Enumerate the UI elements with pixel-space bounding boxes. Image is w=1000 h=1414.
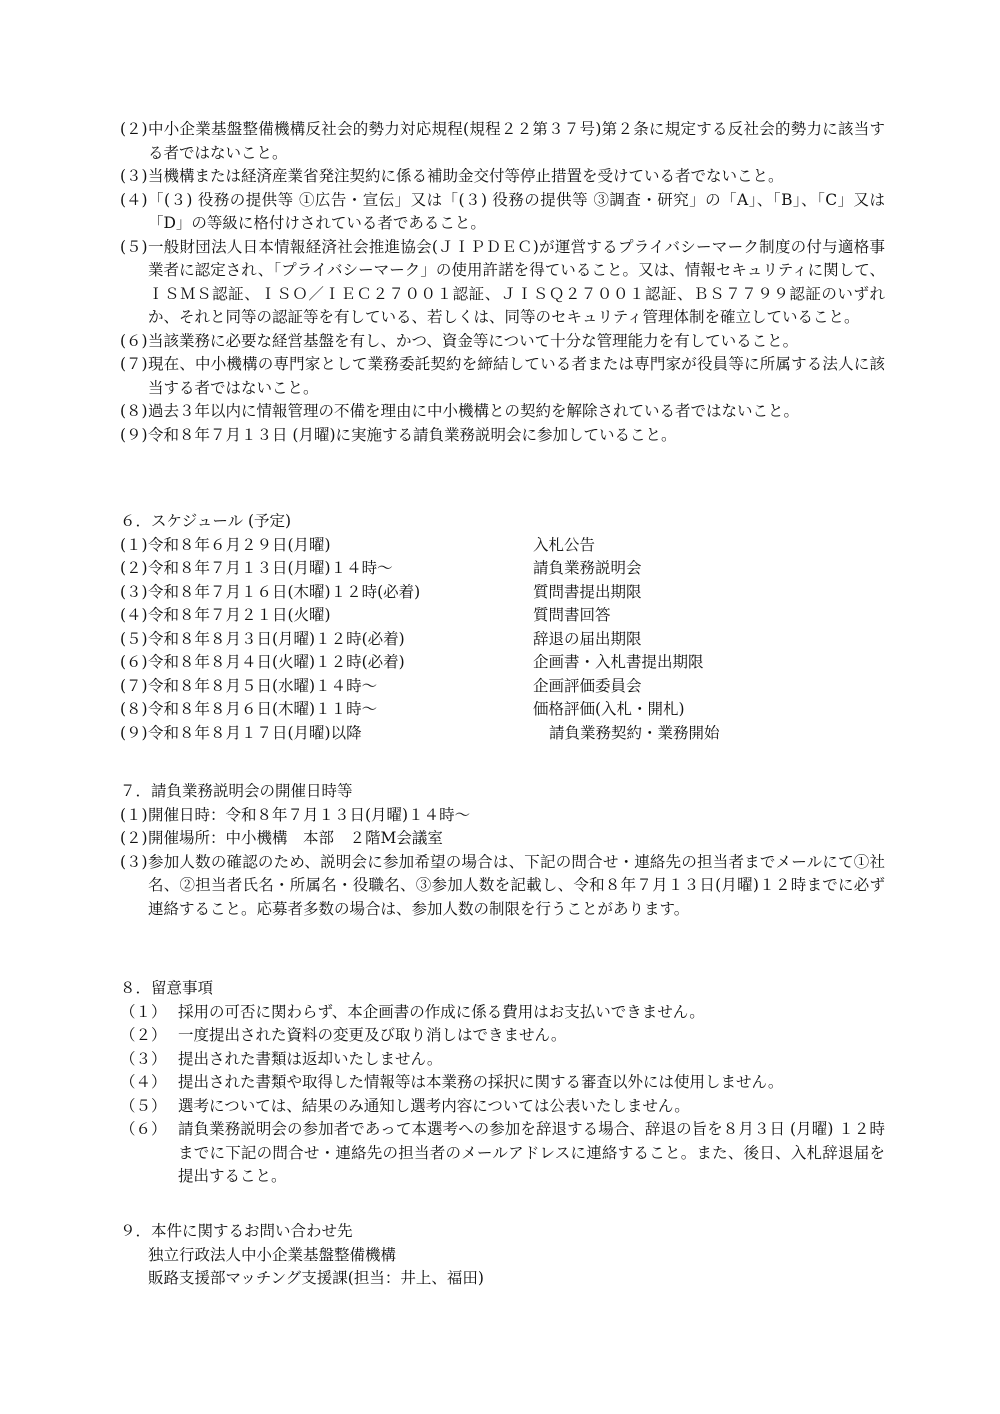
item-text: 当機構または経済産業省発注契約に係る補助金交付等停止措置を受けている者でないこと。 bbox=[148, 167, 784, 185]
item-number: （３） bbox=[120, 1049, 167, 1068]
section-heading: ９．本件に関するお問い合わせ先 bbox=[120, 1222, 353, 1240]
schedule-date: 令和８年６月２９日(月曜) bbox=[148, 535, 331, 554]
schedule-date: 令和８年８月４日(火曜)１２時(必着) bbox=[148, 653, 405, 671]
schedule-event: 企画書・入札書提出期限 bbox=[533, 653, 704, 671]
schedule-row bbox=[120, 557, 885, 581]
schedule-event: 請負業務説明会 bbox=[533, 559, 642, 577]
item-number: (４) bbox=[120, 190, 148, 209]
item-text: 開催場所：中小機構 本部 ２階M会議室 bbox=[148, 829, 443, 847]
schedule-date: 令和８年８月１７日(月曜)以降 bbox=[148, 723, 362, 742]
schedule-row bbox=[120, 534, 885, 558]
schedule-event: 請負業務契約・業務開始 bbox=[549, 723, 720, 742]
item-text: 「(３) 役務の提供等 ①広告・宣伝」又は「(３) 役務の提供等 ③調査・研究」の「A」、「B」、「C」又は「D」の等級に格付けされている者であること。 bbox=[148, 190, 885, 232]
item-text: 請負業務説明会の参加者であって本選考への参加を辞退する場合、辞退の旨を８月３日 (月曜) １２時までに下記の問合せ・連絡先の担当者のメールアドレスに連絡すること。また、後日、入札辞退届を提出すること。 bbox=[178, 1120, 885, 1185]
briefing-section bbox=[120, 780, 885, 921]
item-number: (６) bbox=[120, 331, 148, 350]
item-text: 提出された書類や取得した情報等は本業務の採択に関する審査以外には使用しません。 bbox=[178, 1073, 784, 1091]
row-number: (２) bbox=[120, 559, 148, 577]
item-text: 中小企業基盤整備機構反社会的勢力対応規程(規程２２第３７号)第２条に規定する反社会的勢力に該当する者ではないこと。 bbox=[148, 120, 885, 162]
schedule-row bbox=[120, 722, 885, 746]
item-text: 選考については、結果のみ通知し選考内容については公表いたしません。 bbox=[178, 1096, 690, 1115]
row-number: (９) bbox=[120, 723, 148, 742]
briefing-item bbox=[120, 827, 885, 851]
item-text: 令和８年７月１３日 (月曜)に実施する請負業務説明会に参加していること。 bbox=[148, 425, 677, 444]
schedule-row bbox=[120, 628, 885, 652]
item-number: (９) bbox=[120, 425, 148, 444]
note-item bbox=[120, 1071, 885, 1095]
eligibility-item bbox=[120, 118, 885, 165]
eligibility-item bbox=[120, 236, 885, 330]
schedule-row bbox=[120, 675, 885, 699]
item-number: (８) bbox=[120, 402, 148, 420]
item-number: （４） bbox=[120, 1073, 167, 1091]
eligibility-item bbox=[120, 165, 885, 189]
schedule-date: 令和８年８月５日(水曜)１４時～ bbox=[148, 676, 378, 695]
note-item bbox=[120, 1024, 885, 1048]
item-text: 参加人数の確認のため、説明会に参加希望の場合は、下記の問合せ・連絡先の担当者までメールにて①社名、②担当者氏名・所属名・役職名、③参加人数を記載し、令和８年７月１３日(月曜)１２時までに必ず連絡すること。応募者多数の場合は、参加人数の制限を行うことがあります。 bbox=[148, 852, 885, 918]
item-number: (７) bbox=[120, 355, 148, 373]
row-number: (１) bbox=[120, 535, 148, 554]
item-text: 現在、中小機構の専門家として業務委託契約を締結している者または専門家が役員等に所属する法人に該当する者ではないこと。 bbox=[148, 355, 885, 397]
section-heading: ８．留意事項 bbox=[120, 979, 214, 997]
section-heading: ６．スケジュール (予定) bbox=[120, 512, 292, 530]
item-number: （６） bbox=[120, 1120, 167, 1138]
schedule-row bbox=[120, 581, 885, 605]
eligibility-item bbox=[120, 424, 885, 448]
eligibility-item bbox=[120, 400, 885, 424]
item-text: 一般財団法人日本情報経済社会推進協会(ＪＩＰＤＥＣ)が運営するプライバシーマーク制度の付与適格事業者に認定され、「プライバシーマーク」の使用許諾を得ていること。又は、情報セキュリティに関して、ＩＳＭＳ認証、ＩＳＯ／ＩＥＣ２７００１認証、ＪＩＳＱ２７００１認証、ＢＳ７７９９認証のいずれか、それと同等の認証等を有している、若しくは、同等のセキュリティ管理体制を確立していること。 bbox=[148, 237, 885, 326]
note-item bbox=[120, 1095, 885, 1119]
item-text: 提出された書類は返却いたしません。 bbox=[178, 1049, 443, 1068]
item-text: 当該業務に必要な経営基盤を有し、かつ、資金等について十分な管理能力を有していること。 bbox=[148, 331, 799, 350]
schedule-event: 入札公告 bbox=[533, 535, 596, 554]
item-number: (１) bbox=[120, 805, 148, 824]
contact-section bbox=[120, 1220, 885, 1291]
item-text: 採用の可否に関わらず、本企画書の作成に係る費用はお支払いできません。 bbox=[178, 1002, 705, 1021]
item-text: 一度提出された資料の変更及び取り消しはできません。 bbox=[178, 1026, 567, 1044]
schedule-event: 辞退の届出期限 bbox=[533, 629, 642, 648]
eligibility-item bbox=[120, 330, 885, 354]
schedule-date: 令和８年８月６日(木曜)１１時～ bbox=[148, 700, 378, 718]
item-number: (２) bbox=[120, 829, 148, 847]
row-number: (５) bbox=[120, 629, 148, 648]
item-text: 過去３年以内に情報管理の不備を理由に中小機構との契約を解除されている者ではないこと。 bbox=[148, 402, 800, 420]
row-number: (７) bbox=[120, 676, 148, 695]
schedule-event: 企画評価委員会 bbox=[533, 676, 642, 695]
schedule-date: 令和８年８月３日(月曜)１２時(必着) bbox=[148, 629, 405, 648]
schedule-date: 令和８年７月２１日(火曜) bbox=[148, 606, 331, 624]
schedule-date: 令和８年７月１６日(木曜)１２時(必着) bbox=[148, 582, 421, 601]
eligibility-list bbox=[120, 118, 885, 447]
item-number: (３) bbox=[120, 167, 148, 185]
item-number: (２) bbox=[120, 120, 148, 138]
schedule-date: 令和８年７月１３日(月曜)１４時～ bbox=[148, 559, 393, 577]
notes-section bbox=[120, 977, 885, 1189]
schedule-event: 質問書提出期限 bbox=[533, 582, 642, 601]
contact-organization: 独立行政法人中小企業基盤整備機構 bbox=[148, 1245, 397, 1264]
eligibility-item bbox=[120, 189, 885, 236]
item-number: (５) bbox=[120, 237, 148, 256]
row-number: (６) bbox=[120, 653, 148, 671]
schedule-row bbox=[120, 604, 885, 628]
briefing-item bbox=[120, 851, 885, 922]
row-number: (８) bbox=[120, 700, 148, 718]
schedule-row bbox=[120, 651, 885, 675]
schedule-event: 価格評価(入札・開札) bbox=[533, 700, 685, 718]
item-number: （２） bbox=[120, 1026, 167, 1044]
contact-department: 販路支援部マッチング支援課(担当：井上、福田) bbox=[148, 1269, 484, 1287]
item-number: （５） bbox=[120, 1096, 167, 1115]
item-number: （１） bbox=[120, 1002, 167, 1021]
item-text: 開催日時：令和８年７月１３日(月曜)１４時～ bbox=[148, 805, 471, 824]
schedule-section bbox=[120, 510, 885, 745]
briefing-item bbox=[120, 804, 885, 828]
eligibility-item bbox=[120, 353, 885, 400]
section-heading: ７．請負業務説明会の開催日時等 bbox=[120, 782, 353, 800]
note-item bbox=[120, 1048, 885, 1072]
note-item bbox=[120, 1118, 885, 1189]
note-item bbox=[120, 1001, 885, 1025]
schedule-row bbox=[120, 698, 885, 722]
row-number: (３) bbox=[120, 582, 148, 601]
row-number: (４) bbox=[120, 606, 148, 624]
item-number: (３) bbox=[120, 852, 148, 871]
schedule-event: 質問書回答 bbox=[533, 606, 611, 624]
